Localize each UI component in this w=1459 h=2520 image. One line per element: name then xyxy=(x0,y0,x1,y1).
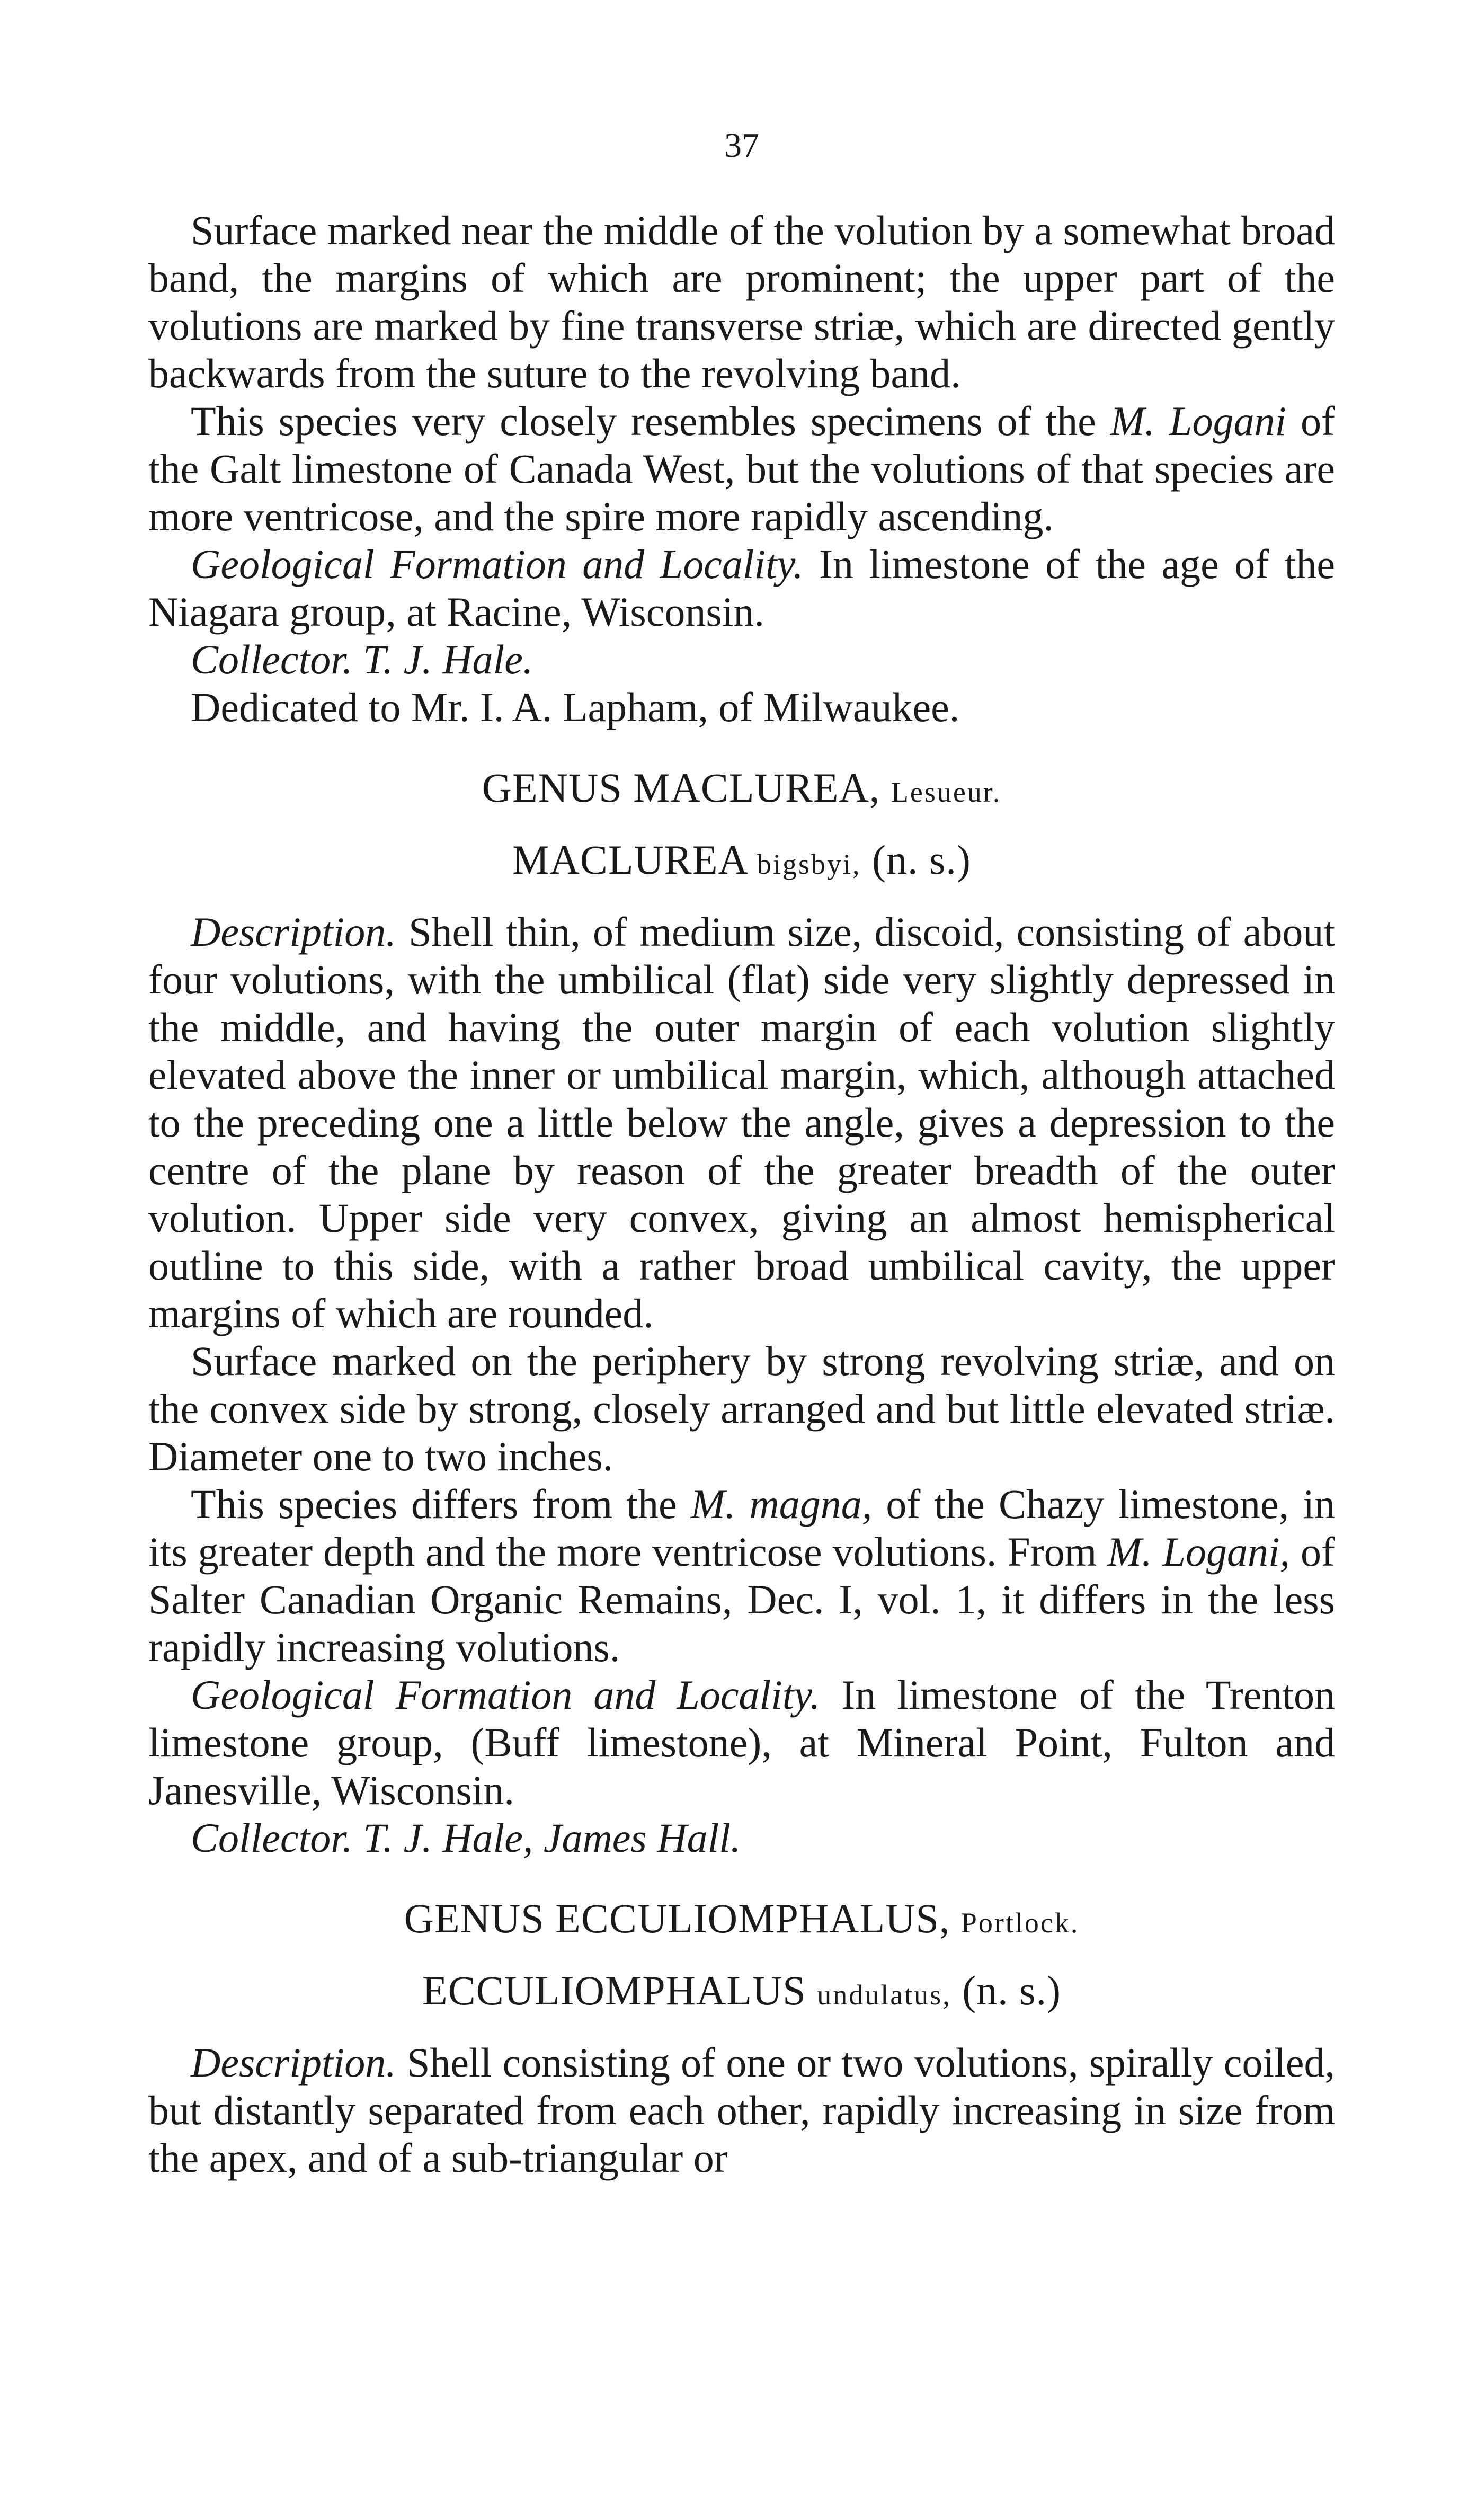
species-suffix: (n. s.) xyxy=(951,1967,1062,2013)
geological-formation-text: In limestone of the Trenton limestone group, (Buff limestone), at Mineral Point, Fulton and Janesville, Wisconsin. xyxy=(148,1672,1335,1813)
geological-formation-paragraph xyxy=(148,540,1335,636)
differences-paragraph xyxy=(148,1480,1335,1671)
differences-text-a: This species differs from the xyxy=(191,1481,691,1527)
differences-text-b: of the Chazy limestone, in its greater depth and the more ventricose volutions. From xyxy=(148,1481,1335,1575)
differences-text-c: of Salter Canadian Organic Remains, Dec. I, vol. 1, it differs in the less rapidly increasing volutions. xyxy=(148,1529,1336,1670)
description-paragraph-ecculiomphalus xyxy=(148,2039,1335,2182)
page-number: 37 xyxy=(724,126,759,165)
comparison-text-b: of the Galt limestone of Canada West, but the volutions of that species are more ventricose, and the spire more rapidly ascending. xyxy=(148,398,1335,539)
genus-heading-ecculiomphalus xyxy=(148,1895,1335,1947)
collector-names: T. J. Hale, James Hall. xyxy=(363,1815,741,1861)
comparison-paragraph xyxy=(148,397,1335,540)
geological-formation-label: Geological Formation and Locality. xyxy=(191,541,804,587)
species-name: bigsbyi, xyxy=(757,848,861,880)
collector-label: Collector. xyxy=(191,636,353,682)
description-paragraph xyxy=(148,908,1335,1337)
genus-author: Lesueur. xyxy=(891,776,1002,808)
species-heading-ecculiomphalus xyxy=(148,1967,1335,2019)
geological-formation-label: Geological Formation and Locality. xyxy=(191,1672,821,1718)
taxon-name-magna: M. magna, xyxy=(690,1481,873,1527)
description-label: Description. xyxy=(191,909,396,955)
taxon-name: M. Logani xyxy=(1110,398,1287,444)
genus-title: GENUS ECCULIOMPHALUS, xyxy=(404,1895,961,1941)
description-text: Shell thin, of medium size, discoid, consisting of about four volutions, with the umbilical (flat) side very slightly depressed in the middle, and having the outer margin of each volution slightly elevated above the inner or umbilical margin, which, although attached to the preceding one a little below the angle, gives a depression to the centre of the plane by reason of the greater breadth of the outer volution. Upper side very convex, giving an almost hemispherical outline to this side, with a rather broad umbilical cavity, the upper margins of which are rounded. xyxy=(148,909,1335,1336)
surface-paragraph: Surface marked near the middle of the volution by a somewhat broad band, the margins of which are prominent; the upper part of the volutions are marked by fine transverse striæ, which are directed gently backwards from the suture to the revolving band. xyxy=(148,207,1335,396)
species-name: undulatus, xyxy=(817,1979,951,2011)
species-suffix: (n. s.) xyxy=(861,837,971,883)
collector-label: Collector. xyxy=(191,1815,353,1861)
collector-paragraph xyxy=(148,636,1335,684)
taxon-name-logani: M. Logani, xyxy=(1107,1529,1291,1575)
comparison-text-a: This species very closely resembles specimens of the xyxy=(191,398,1110,444)
description-label: Description. xyxy=(191,2039,396,2086)
genus-heading-maclurea xyxy=(148,764,1335,816)
species-heading-maclurea xyxy=(148,836,1335,888)
book-page xyxy=(148,122,1335,2400)
genus-title: GENUS MACLUREA, xyxy=(482,765,891,811)
surface-paragraph-maclurea: Surface marked on the periphery by strong revolving striæ, and on the convex side by strong, closely arranged and but little elevated striæ. Diameter one to two inches. xyxy=(148,1338,1335,1479)
description-text: Shell consisting of one or two volutions, spirally coiled, but distantly separated from each other, rapidly increasing in size from the apex, and of a sub-triangular or xyxy=(148,2039,1335,2181)
dedication-paragraph: Dedicated to Mr. I. A. Lapham, of Milwaukee. xyxy=(191,684,960,730)
genus-author: Portlock. xyxy=(960,1907,1080,1939)
species-title: ECCULIOMPHALUS xyxy=(422,1967,817,2013)
species-title: MACLUREA xyxy=(512,837,758,883)
collector-name: T. J. Hale. xyxy=(363,636,533,682)
collector-paragraph-maclurea xyxy=(148,1814,1335,1862)
geological-formation-paragraph-maclurea xyxy=(148,1671,1335,1814)
geological-formation-text: In limestone of the age of the Niagara group, at Racine, Wisconsin. xyxy=(148,541,1335,635)
